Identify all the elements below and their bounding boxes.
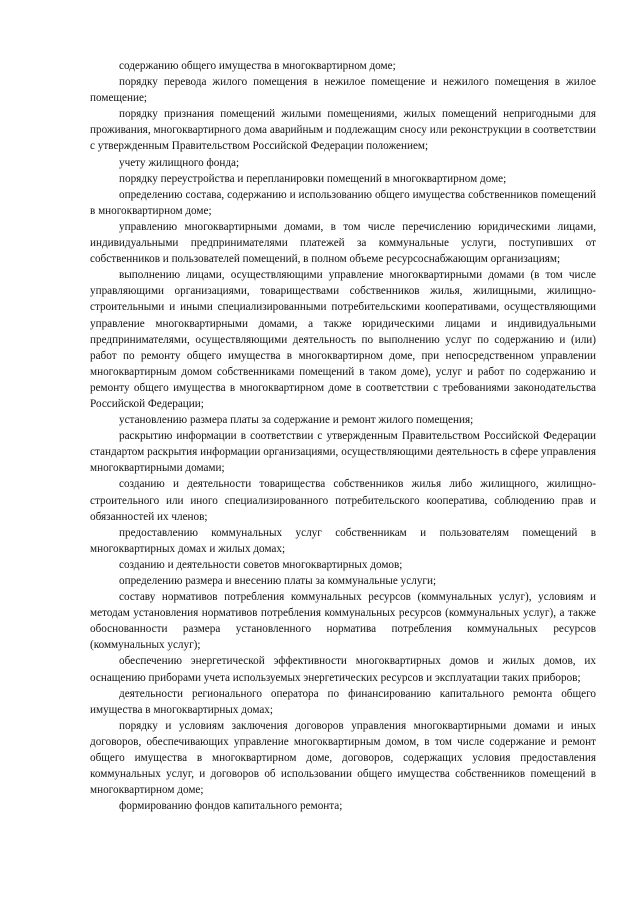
paragraph-information-disclosure: раскрытию информации в соответствии с утвержденным Правительством Российской Федерации стандартом раскрытия информации организациями, осуществляющими деятельность в сфере управления многоквартирными домами; — [90, 430, 596, 475]
paragraph-utility-payments: определению размера и внесению платы за коммунальные услуги; — [119, 575, 437, 587]
paragraph-premises-recognition: порядку признания помещений жилыми помещениями, жилых помещений непригодными для проживания, многоквартирного дома аварийным и подлежащим сносу или реконструкции в соответствии с утвержденным Правительством Российской Федерации положением; — [90, 108, 596, 153]
paragraph-building-councils: созданию и деятельности советов многоквартирных домов; — [119, 558, 403, 571]
paragraph-utility-provision: предоставлению коммунальных услуг собственникам и пользователям помещений в многоквартирных домах и жилых домах; — [90, 526, 596, 555]
paragraph-management-contracts: порядку и условиям заключения договоров управления многоквартирными домами и иных договоров, обеспечивающих управление многоквартирным домом, в том числе содержание и ремонт общего имущества в многоквартирном доме, договоров, содержащих условия предоставления коммунальных услуг, и договоров об использовании общего имущества собственников помещений в многоквартирном доме; — [90, 719, 596, 797]
paragraph-common-property: содержанию общего имущества в многоквартирном доме; — [119, 60, 396, 72]
paragraph-consumption-norms: составу нормативов потребления коммунальных ресурсов (коммунальных услуг), условиям и методам установления нормативов потребления коммунальных ресурсов (коммунальных услуг), а также обоснованности размера установленного норматива потребления коммунальных ресурсов (коммунальных услуг); — [90, 591, 596, 652]
paragraph-fee-setting: установлению размера платы за содержание и ремонт жилого помещения; — [119, 414, 474, 427]
paragraph-building-management: управлению многоквартирными домами, в том числе перечислению юридическими лицами, индивидуальными предпринимателями платежей за коммунальные услуги, поступивших от собственников и пользователей помещений, в полном объеме ресурсоснабжающим организациям; — [90, 220, 596, 266]
paragraph-energy-efficiency: обеспечению энергетической эффективности многоквартирных домов и жилых домов, их оснащению приборами учета используемых энергетических ресурсов и эксплуатации таких приборов; — [90, 655, 596, 684]
paragraph-housing-accounting: учету жилищного фонда; — [119, 156, 240, 169]
document-page — [90, 58, 596, 814]
paragraph-management-duties: выполнению лицами, осуществляющими управление многоквартирными домами (в том числе управляющими организациями, товариществами собственников жилья, жилищными, жилищно-строительными и иными специализированными потребительскими кооперативами, осуществляющими управление многоквартирными домами, а также юридическими лицами и индивидуальными предпринимателями, осуществляющими деятельность по выполнению услуг по содержанию и (или) работ по ремонту общего имущества в многоквартирном доме, при непосредственном управлении многоквартирным домом собственниками помещений в таком доме), услуг и работ по содержанию и ремонту общего имущества в многоквартирном доме в соответствии с требованиями законодательства Российской Федерации; — [90, 269, 596, 410]
paragraph-premises-conversion: порядку перевода жилого помещения в нежилое помещение и нежилого помещения в жилое помещение; — [90, 76, 596, 105]
paragraph-reconstruction: порядку переустройства и перепланировки помещений в многоквартирном доме; — [119, 172, 507, 185]
paragraph-property-composition: определению состава, содержанию и использованию общего имущества собственников помещений в многоквартирном доме; — [90, 188, 596, 217]
paragraph-owners-association: созданию и деятельности товарищества собственников жилья либо жилищного, жилищно-строительного или иного специализированного потребительского кооператива, соблюдению прав и обязанностей их членов; — [90, 478, 596, 523]
paragraph-regional-operator: деятельности регионального оператора по финансированию капитального ремонта общего имущества в многоквартирных домах; — [90, 687, 596, 716]
paragraph-repair-funds: формированию фондов капитального ремонта; — [119, 800, 343, 813]
